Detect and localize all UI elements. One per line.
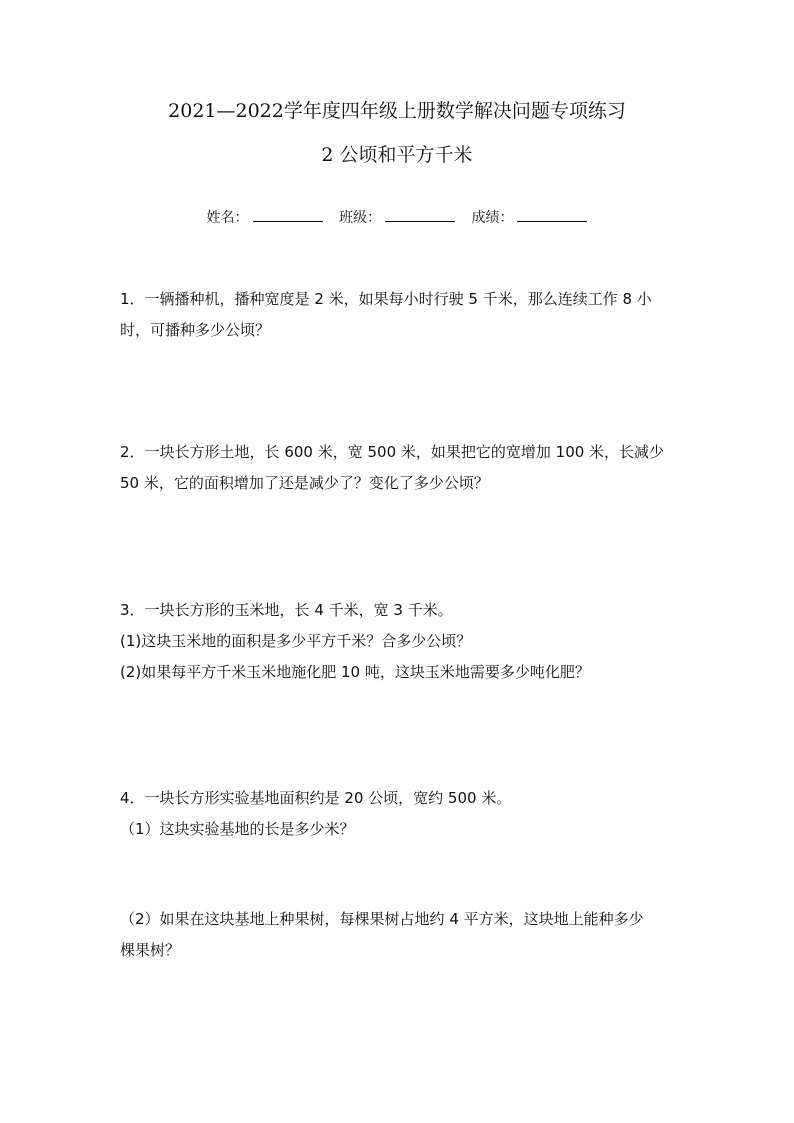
question-4 [120,783,676,845]
question-3-line-1: 3．一块长方形的玉米地，长 4 千米，宽 3 千米。 [120,601,453,619]
question-2-line-2: 50 米，它的面积增加了还是减少了？变化了多少公顷？ [120,474,489,492]
question-3-sub-2: (2)如果每平方千米玉米地施化肥 10 吨，这块玉米地需要多少吨化肥？ [120,663,590,681]
question-3 [120,595,676,688]
question-4-sub-2-line-2: 棵果树？ [120,941,181,959]
student-info-row [0,207,794,228]
page-subtitle: 2 公顷和平方千米 [321,144,473,166]
score-label: 成绩： [471,210,514,226]
class-label: 班级： [339,210,381,226]
class-field [339,207,455,228]
question-1 [120,284,676,346]
question-4-sub-1: （1）这块实验基地的长是多少米？ [120,820,355,838]
question-1-line-2: 时，可播种多少公顷？ [120,321,271,339]
question-4-part-2 [120,904,676,966]
question-4-line-1: 4．一块长方形实验基地面积约是 20 公顷，宽约 500 米。 [120,789,512,807]
name-blank[interactable] [253,207,323,222]
question-2 [120,437,676,499]
page-title: 2021—2022学年度四年级上册数学解决问题专项练习 [168,100,626,122]
question-2-line-1: 2．一块长方形土地，长 600 米，宽 500 米，如果把它的宽增加 100 米，长减少 [120,443,665,461]
name-label: 姓名： [206,210,249,226]
score-field [471,207,587,228]
class-blank[interactable] [385,207,455,222]
score-blank[interactable] [517,207,587,222]
question-3-sub-1: (1)这块玉米地的面积是多少平方千米？合多少公顷？ [120,632,472,650]
question-4-sub-2-line-1: （2）如果在这块基地上种果树，每棵果树占地约 4 平方米，这块地上能种多少 [120,910,644,928]
question-1-line-1: 1．一辆播种机，播种宽度是 2 米，如果每小时行驶 5 千米，那么连续工作 8 小 [120,290,652,308]
name-field [207,207,323,228]
